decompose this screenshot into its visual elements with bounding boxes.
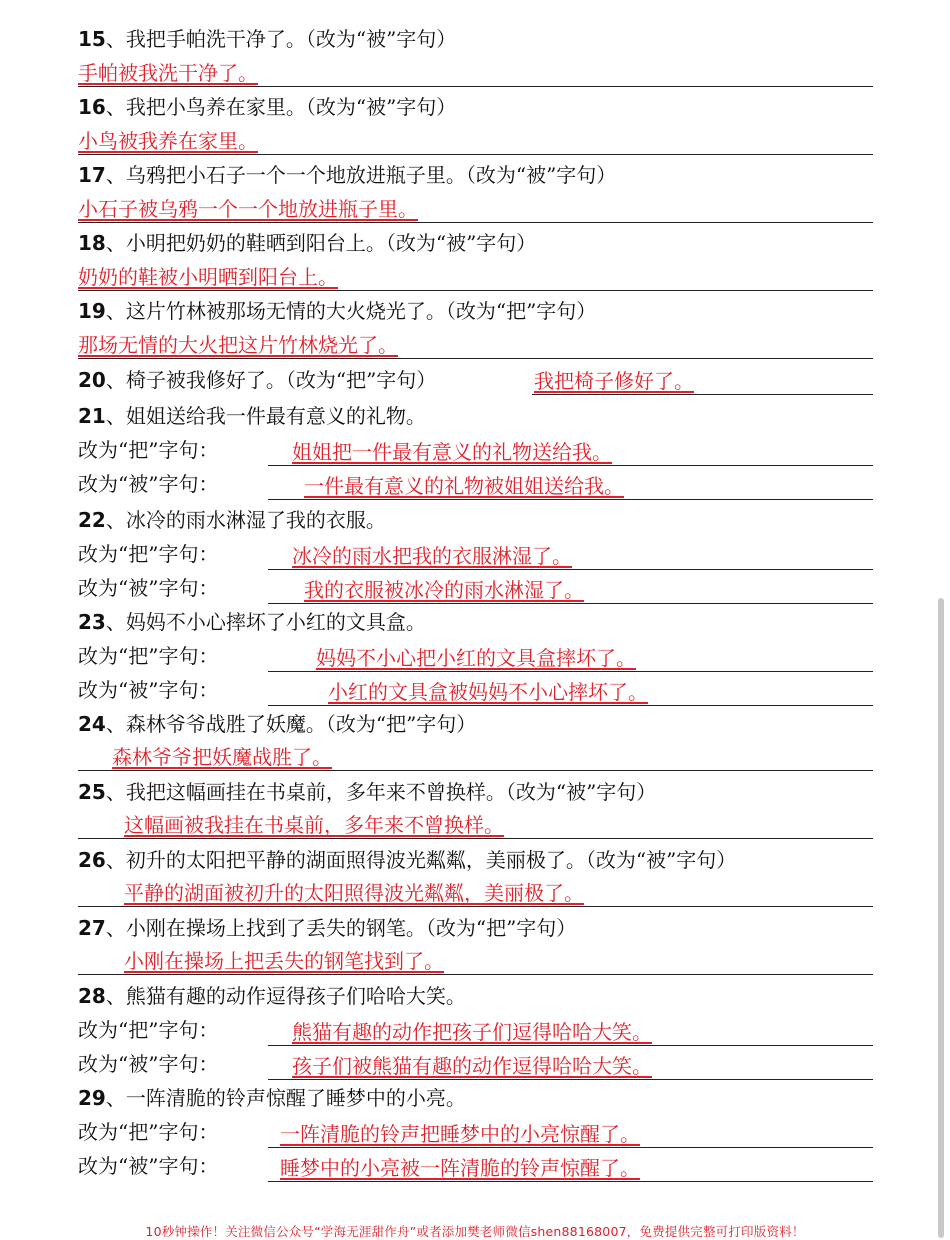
question-15: 15、我把手帕洗干净了。（改为“被”字句） [78,27,457,51]
bei-answer-line-28 [268,1049,873,1080]
bei-label-28: 改为“被”字句： [78,1052,219,1076]
bei-label-22: 改为“被”字句： [78,576,219,600]
question-23: 23、妈妈不小心摔坏了小红的文具盒。 [78,610,426,634]
answer-line-25 [78,804,873,839]
answer-20: 我把椅子修好了。 [534,369,694,393]
question-19: 19、这片竹林被那场无情的大火烧光了。（改为“把”字句） [78,299,597,323]
answer-line-15 [78,52,873,87]
answer-line-18 [78,256,873,291]
answer-line-16 [78,120,873,155]
bei-answer-21: 一件最有意义的礼物被姐姐送给我。 [304,474,624,498]
ba-answer-line-28 [268,1015,873,1046]
bei-answer-23: 小红的文具盒被妈妈不小心摔坏了。 [328,680,648,704]
vertical-scrollbar[interactable] [938,598,944,1238]
answer-16: 小鸟被我养在家里。 [78,129,258,153]
question-17: 17、乌鸦把小石子一个一个地放进瓶子里。（改为“被”字句） [78,163,617,187]
answer-24: 森林爷爷把妖魔战胜了。 [112,745,332,769]
question-16: 16、我把小鸟养在家里。（改为“被”字句） [78,95,457,119]
question-20: 20、椅子被我修好了。（改为“把”字句） [78,368,437,392]
bei-label-29: 改为“被”字句： [78,1154,219,1178]
bei-answer-line-23 [268,675,873,706]
footer-promo-text: 10秒钟操作！关注微信公众号“学海无涯甜作舟”或者添加樊老师微信shen88168007，免费提供完整可打印版资料！ [145,1224,805,1239]
bei-answer-line-22 [268,573,873,604]
ba-answer-29: 一阵清脆的铃声把睡梦中的小亮惊醒了。 [280,1122,640,1146]
answer-25: 这幅画被我挂在书桌前，多年来不曾换样。 [124,813,504,837]
answer-18: 奶奶的鞋被小明晒到阳台上。 [78,265,338,289]
ba-answer-line-22 [268,539,873,570]
question-21: 21、姐姐送给我一件最有意义的礼物。 [78,404,426,428]
answer-line-19 [78,324,873,359]
answer-line-17 [78,188,873,223]
question-29: 29、一阵清脆的铃声惊醒了睡梦中的小亮。 [78,1086,466,1110]
bei-answer-22: 我的衣服被冰冷的雨水淋湿了。 [304,578,584,602]
ba-answer-21: 姐姐把一件最有意义的礼物送给我。 [292,440,612,464]
ba-label-23: 改为“把”字句： [78,644,219,668]
ba-answer-22: 冰冷的雨水把我的衣服淋湿了。 [292,544,572,568]
ba-label-21: 改为“把”字句： [78,438,219,462]
answer-17: 小石子被乌鸦一个一个地放进瓶子里。 [78,197,418,221]
ba-answer-line-21 [268,435,873,466]
ba-answer-28: 熊猫有趣的动作把孩子们逗得哈哈大笑。 [292,1020,652,1044]
answer-line-27 [78,940,873,975]
question-25: 25、我把这幅画挂在书桌前，多年来不曾换样。（改为“被”字句） [78,780,657,804]
question-26: 26、初升的太阳把平静的湖面照得波光粼粼，美丽极了。（改为“被”字句） [78,848,737,872]
answer-26: 平静的湖面被初升的太阳照得波光粼粼，美丽极了。 [124,881,584,905]
bei-answer-28: 孩子们被熊猫有趣的动作逗得哈哈大笑。 [292,1054,652,1078]
ba-answer-23: 妈妈不小心把小红的文具盒摔坏了。 [316,646,636,670]
ba-answer-line-23 [268,641,873,672]
question-24: 24、森林爷爷战胜了妖魔。（改为“把”字句） [78,712,477,736]
bei-answer-line-21 [268,469,873,500]
answer-19: 那场无情的大火把这片竹林烧光了。 [78,333,398,357]
answer-line-24 [78,736,873,771]
question-22: 22、冰冷的雨水淋湿了我的衣服。 [78,508,386,532]
question-28: 28、熊猫有趣的动作逗得孩子们哈哈大笑。 [78,984,466,1008]
answer-line-26 [78,872,873,907]
answer-27: 小刚在操场上把丢失的钢笔找到了。 [124,949,444,973]
question-18: 18、小明把奶奶的鞋晒到阳台上。（改为“被”字句） [78,231,537,255]
ba-label-22: 改为“把”字句： [78,542,219,566]
ba-label-29: 改为“把”字句： [78,1120,219,1144]
question-27: 27、小刚在操场上找到了丢失的钢笔。（改为“把”字句） [78,916,577,940]
ba-label-28: 改为“把”字句： [78,1018,219,1042]
bei-answer-line-29 [268,1151,873,1182]
bei-answer-29: 睡梦中的小亮被一阵清脆的铃声惊醒了。 [280,1156,640,1180]
ba-answer-line-29 [268,1117,873,1148]
answer-15: 手帕被我洗干净了。 [78,61,258,85]
bei-label-23: 改为“被”字句： [78,678,219,702]
answer-line-20 [532,364,873,395]
bei-label-21: 改为“被”字句： [78,472,219,496]
